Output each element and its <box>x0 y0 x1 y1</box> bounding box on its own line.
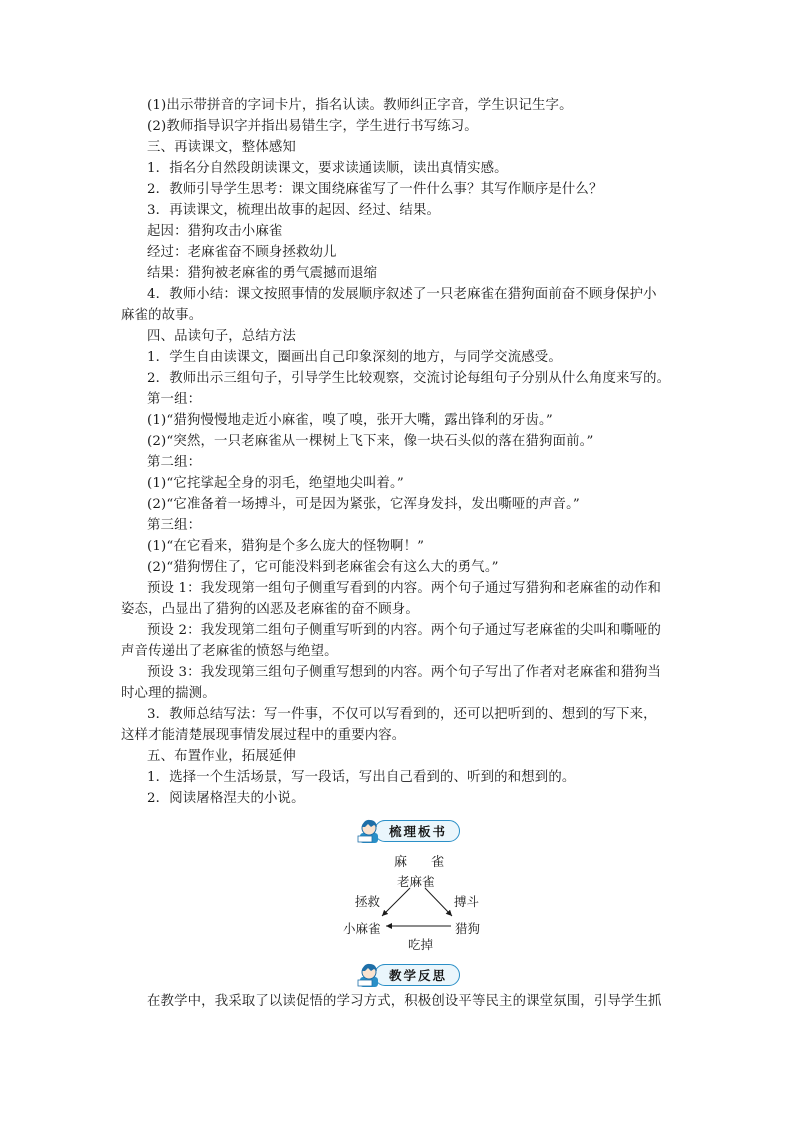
badge-label: 梳理板书 <box>374 820 460 842</box>
text-line: 结果：猎狗被老麻雀的勇气震撼而退缩 <box>147 266 378 281</box>
student-icon <box>356 962 384 988</box>
section-heading: 四、品读句子，总结方法 <box>147 329 296 344</box>
text-line: 3．教师总结写法：写一件事，不仅可以写看到的，还可以把听到的、想到的写下来， <box>147 707 657 722</box>
badge-label: 教学反思 <box>374 964 460 986</box>
text-line: 1．选择一个生活场景，写一段话，写出自己看到的、听到的和想到的。 <box>147 770 576 785</box>
text-line: 起因：猎狗攻击小麻雀 <box>147 224 283 239</box>
edge-label-rescue: 拯救 <box>355 894 381 909</box>
text-line: 预设 3：我发现第三组句子侧重写想到的内容。两个句子写出了作者对老麻雀和猎狗当 <box>147 665 662 680</box>
teaching-reflection-badge <box>356 962 460 988</box>
text-line: 姿态，凸显出了猎狗的凶恶及老麻雀的奋不顾身。 <box>121 602 419 617</box>
text-line: 时心理的揣测。 <box>121 686 216 701</box>
text-line: 2．教师出示三组句子，引导学生比较观察，交流讨论每组句子分别从什么角度来写的。 <box>147 371 671 386</box>
text-line: 4．教师小结：课文按照事情的发展顺序叙述了一只老麻雀在猎狗面前奋不顾身保护小 <box>147 287 657 302</box>
text-line: 经过：老麻雀奋不顾身拯救幼儿 <box>147 245 337 260</box>
section-heading: 三、再读课文，整体感知 <box>147 140 296 155</box>
text-line: 这样才能清楚展现事情发展过程中的重要内容。 <box>121 728 406 743</box>
edge-label-eat: 吃掉 <box>408 937 434 952</box>
node-old-sparrow: 老麻雀 <box>397 874 435 889</box>
text-line: 麻雀的故事。 <box>121 308 203 323</box>
board-title: 麻 雀 <box>394 855 455 870</box>
text-line: (1)“它挓挲起全身的羽毛，绝望地尖叫着。” <box>147 476 404 491</box>
arrow-to-young-sparrow <box>382 888 410 916</box>
text-line: 2．阅读屠格涅夫的小说。 <box>147 791 305 806</box>
text-line: (2)“突然，一只老麻雀从一棵树上飞下来，像一块石头似的落在猎狗面前。” <box>147 434 594 449</box>
text-line: 1．指名分自然段朗读课文，要求读通读顺，读出真情实感。 <box>147 161 508 176</box>
text-line: 预设 1：我发现第一组句子侧重写看到的内容。两个句子通过写猎狗和老麻雀的动作和 <box>147 581 662 596</box>
node-young-sparrow: 小麻雀 <box>343 921 381 936</box>
text-line: (1)“猎狗慢慢地走近小麻雀，嗅了嗅，张开大嘴，露出锋利的牙齿。” <box>147 413 553 428</box>
text-line: (2)“猎狗愣住了，它可能没料到老麻雀会有这么大的勇气。” <box>147 560 499 575</box>
edge-label-fight: 搏斗 <box>454 894 480 909</box>
text-line: (2)“它准备着一场搏斗，可是因为紧张，它浑身发抖，发出嘶哑的声音。” <box>147 497 580 512</box>
text-line: 第一组： <box>147 392 202 407</box>
arrow-to-hound <box>425 888 452 916</box>
text-line: 第二组： <box>147 455 202 470</box>
reflection-text: 在教学中，我采取了以读促悟的学习方式，积极创设平等民主的课堂氛围，引导学生抓 <box>147 994 662 1009</box>
text-line: 声音传递出了老麻雀的愤怒与绝望。 <box>121 644 338 659</box>
node-hound: 猎狗 <box>455 921 481 936</box>
text-line: 3．再读课文，梳理出故事的起因、经过、结果。 <box>147 203 441 218</box>
text-line: (1)出示带拼音的字词卡片，指名认读。教师纠正字音，学生识记生字。 <box>147 98 573 113</box>
text-line: 2．教师引导学生思考：课文围绕麻雀写了一件什么事？其写作顺序是什么？ <box>147 182 603 197</box>
text-line: 预设 2：我发现第二组句子侧重写听到的内容。两个句子通过写老麻雀的尖叫和嘶哑的 <box>147 623 662 638</box>
section-heading: 五、布置作业，拓展延伸 <box>147 749 296 764</box>
text-line: (1)“在它看来，猎狗是个多么庞大的怪物啊！” <box>147 539 425 554</box>
text-line: 第三组： <box>147 518 202 533</box>
text-line: 1．学生自由读课文，圈画出自己印象深刻的地方，与同学交流感受。 <box>147 350 562 365</box>
text-line: (2)教师指导识字并指出易错生字，学生进行书写练习。 <box>147 119 478 134</box>
